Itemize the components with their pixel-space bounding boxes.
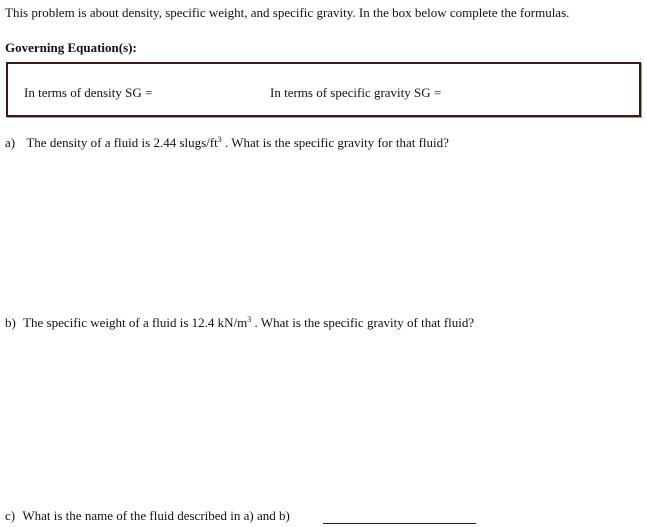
question-a-exponent: 3 xyxy=(217,135,222,144)
intro-text: This problem is about density, specific weight, and specific gravity. In the box below complete the formulas. xyxy=(5,5,570,20)
specific-gravity-formula-label: In terms of specific gravity SG = xyxy=(270,85,442,100)
question-b-exponent: 3 xyxy=(247,315,252,324)
question-c-marker: c) xyxy=(5,508,16,523)
formula-box xyxy=(6,62,641,117)
governing-equations-heading: Governing Equation(s): xyxy=(5,40,137,55)
answer-blank-line[interactable] xyxy=(323,523,476,524)
question-a-text: The density of a fluid is 2.44 slugs/ft xyxy=(26,135,218,150)
question-a-marker: a) xyxy=(5,135,16,150)
question-b-text-after: . What is the specific gravity of that fluid? xyxy=(251,315,475,330)
question-b-text: The specific weight of a fluid is 12.4 kN/m xyxy=(23,315,248,330)
question-b xyxy=(5,316,474,329)
question-c xyxy=(5,509,290,522)
question-c-text: What is the name of the fluid described in a) and b) xyxy=(22,508,290,523)
question-b-marker: b) xyxy=(5,315,16,330)
density-formula-label: In terms of density SG = xyxy=(24,85,153,100)
question-a xyxy=(5,136,449,149)
question-a-text-after: . What is the specific gravity for that fluid? xyxy=(221,135,449,150)
